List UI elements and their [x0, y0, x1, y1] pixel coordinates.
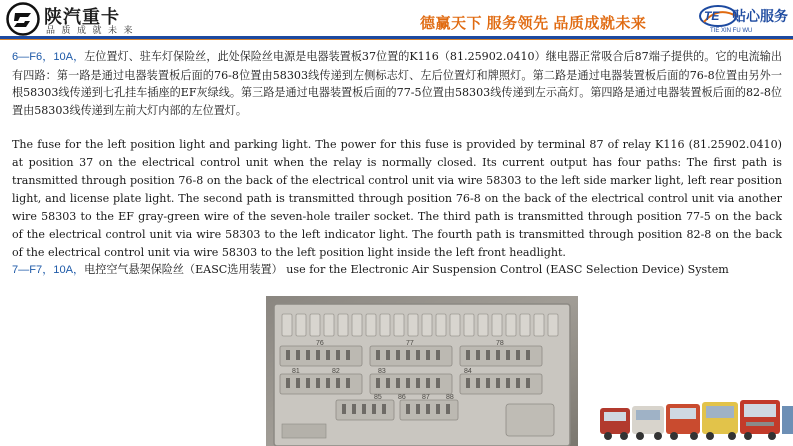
photo-label-77: 77 [406, 340, 414, 347]
section-6-en: The fuse for the left position light and parking light. The power for this fuse is provided by terminal 87 of relay K116 (81.25902.0410) at position 37 on the electrical control unit when the relay is normally closed. Its current output has four paths: The first path is transmitted through position 76-8 on the back of the electrical control unit via wire 58303 to the left side marker light, left rear position light, and license plate light. The second path is transmitted through position 76-8 on the back of the electrical control unit via another wire 58303 to the EF gray-green wire of the seven-hole trailer socket. The third path is transmitted through position 77-5 on the back of the electrical control unit via wire 58303 to the left indicator light. The fourth path is transmitted through position 82-8 on the back of the electrical control unit via wire 58303 to the left position light inside the left front headlight. [12, 138, 782, 259]
photo-label-83: 83 [378, 368, 386, 375]
fuse-panel-photo [266, 296, 578, 446]
brand-tagline: 品 质 成 就 未 来 [46, 25, 135, 35]
photo-label-82: 82 [332, 368, 340, 375]
photo-label-85: 85 [374, 394, 382, 401]
service-brand-text: 贴心服务 [732, 8, 788, 24]
section-6-cn-text: 左位置灯、驻车灯保险丝，此处保险丝电源是电器装置板37位置的K116（81.25902.0410）继电器正常吸合后87端子提供的。它的电流输出有四路：第一路是通过电器装置板后面的76-8位置由58303线传递到左侧标志灯、左后位置灯和牌照灯。第二路是通过电器装置板后面的76-8位置由另外一根58303线传递到七孔挂车插座的EF灰绿线。第三路是通过电器装置板后面的77-5位置由58303线传递到左示高灯。第四路是通过电器装置板后面的82-8位置由58303线传递到左前大灯内部的左位置灯。 [12, 50, 782, 117]
header-divider-accent [0, 39, 793, 40]
section-7-text: 电控空气悬架保险丝（EASC选用装置） use for the Electronic Air Suspension Control (EASC Selection Device) System [84, 263, 729, 276]
section-6-cn [12, 48, 782, 119]
section-6-lead: 6—F6，10A， [12, 51, 85, 63]
photo-label-88: 88 [446, 394, 454, 401]
svg-text:TE: TE [704, 9, 720, 23]
photo-label-87: 87 [422, 394, 430, 401]
photo-label-84: 84 [464, 368, 472, 375]
photo-label-76: 76 [316, 340, 324, 347]
photo-label-78: 78 [496, 340, 504, 347]
section-7-lead: 7—F7，10A， [12, 264, 85, 276]
service-brand-logo [698, 2, 790, 36]
section-7 [12, 261, 782, 280]
photo-label-86: 86 [398, 394, 406, 401]
header-slogan: 德赢天下 服务领先 品质成就未来 [420, 15, 647, 32]
brand-name: 陕汽重卡 [44, 7, 120, 27]
trucks-illustration [598, 392, 793, 446]
page-header [0, 0, 793, 36]
shaanxi-logo-icon [6, 2, 40, 36]
service-brand-en: TIE XIN FU WU [710, 28, 753, 34]
photo-label-81: 81 [292, 368, 300, 375]
